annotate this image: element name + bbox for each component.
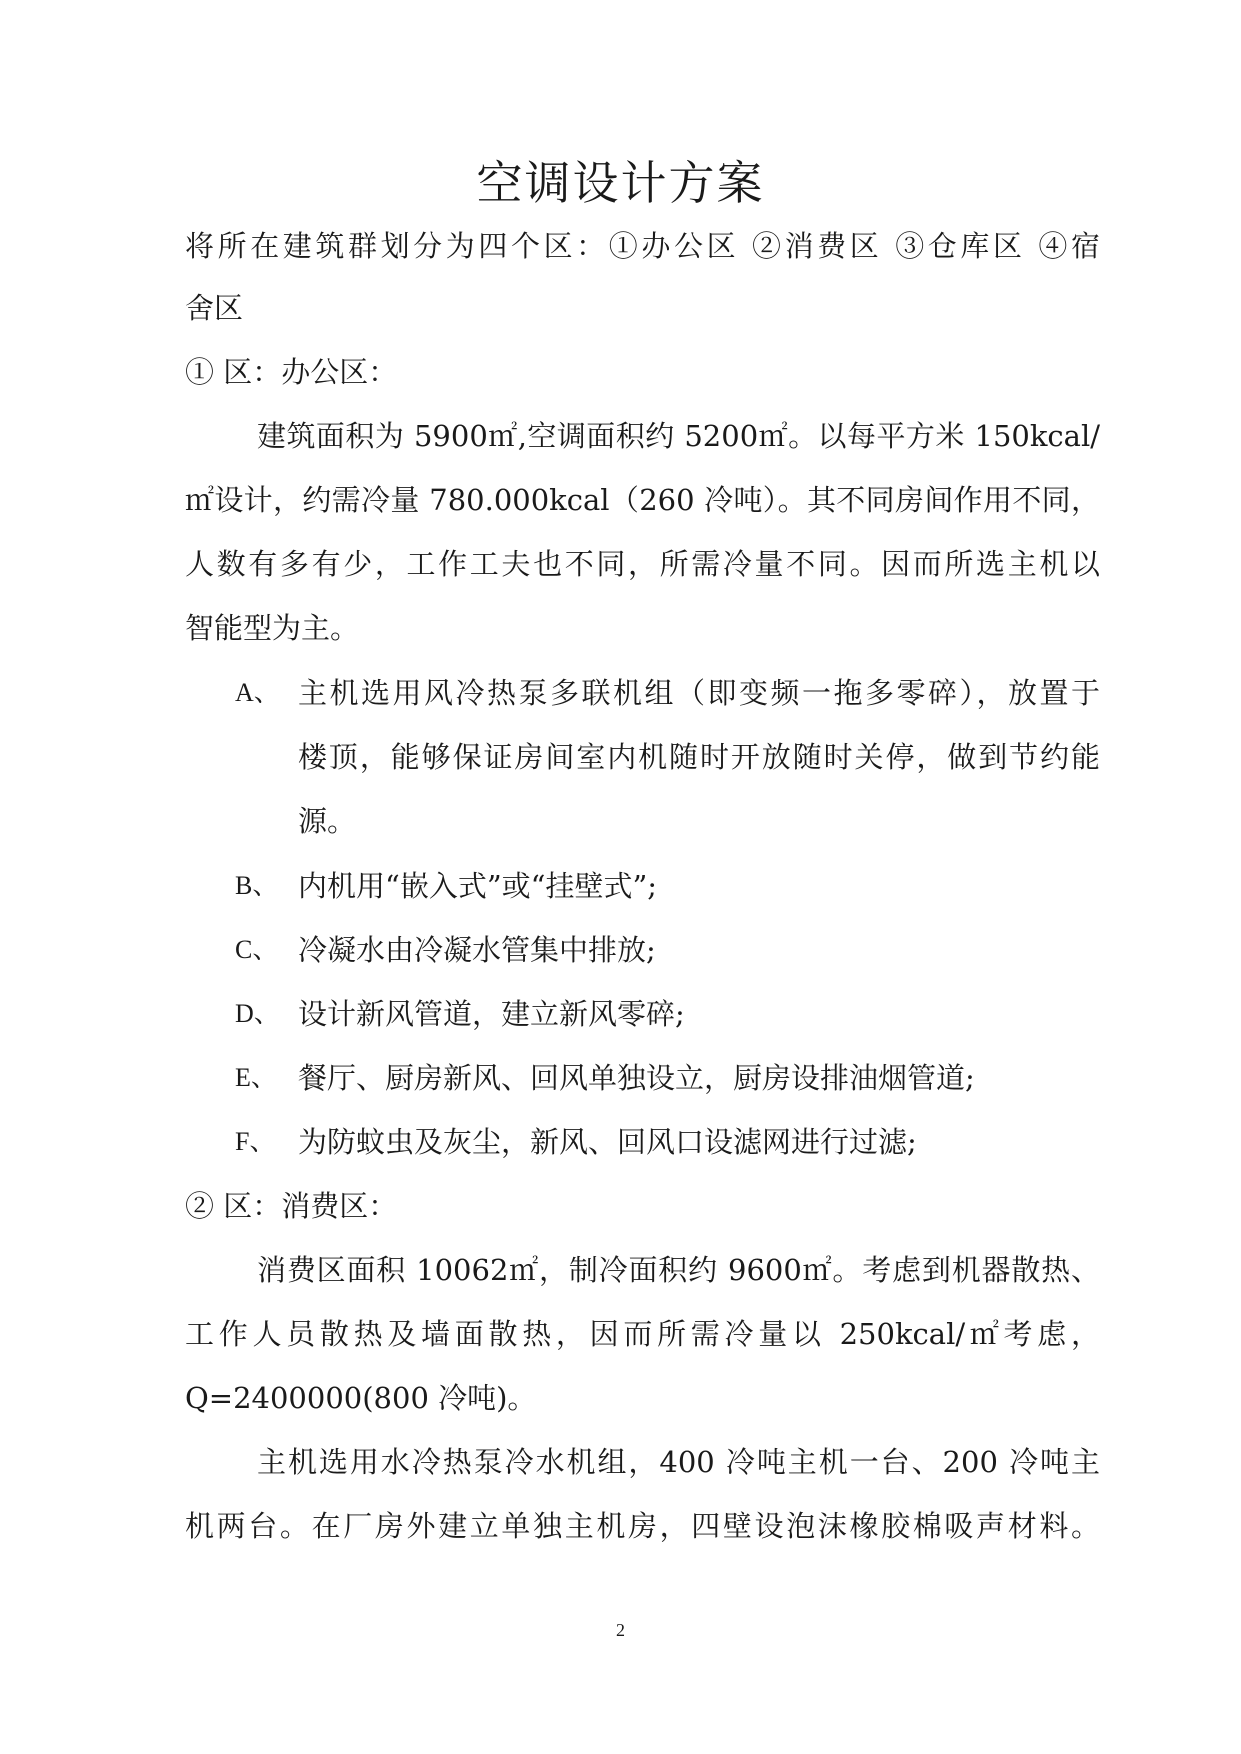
list-item-a-line-2: 楼顶，能够保证房间室内机随时开放随时关停，做到节约能 [298,740,1100,774]
list-item-d-text: 设计新风管道，建立新风零碎; [298,997,685,1031]
zone1-para-line-2: ㎡设计，约需冷量 780.000kcal（260 冷吨）。其不同房间作用不同， [185,483,1100,517]
list-item-e-text: 餐厅、厨房新风、回风单独设立，厨房设排油烟管道; [298,1061,975,1095]
list-item-label-d: D、 [235,999,280,1028]
intro-line-1: 将所在建筑群划分为四个区：①办公区 ②消费区 ③仓库区 ④宿 [185,229,1100,263]
list-item-c-text: 冷凝水由冷凝水管集中排放; [298,933,656,967]
zone1-para-line-4: 智能型为主。 [185,611,360,645]
zone1-para-line-3: 人数有多有少，工作工夫也不同，所需冷量不同。因而所选主机以 [185,547,1100,581]
intro-line-2: 舍区 [185,291,244,325]
list-item-a-line-1: 主机选用风冷热泵多联机组（即变频一拖多零碎），放置于 [298,676,1100,710]
list-item-f-text: 为防蚊虫及灰尘，新风、回风口设滤网进行过滤; [298,1125,917,1159]
list-item-label-e: E、 [235,1063,277,1092]
zone1-heading: ① 区：办公区： [185,355,398,389]
page-number: 2 [616,1620,625,1640]
zone2-para1-line-1: 消费区面积 10062㎡，制冷面积约 9600㎡。考虑到机器散热、 [257,1253,1100,1287]
zone2-para2-line-2: 机两台。在厂房外建立单独主机房，四壁设泡沫橡胶棉吸声材料。 [185,1509,1100,1543]
zone2-para1-line-3: Q=2400000(800 冷吨)。 [185,1381,537,1415]
list-item-label-a: A、 [235,678,280,707]
list-item-label-b: B、 [235,871,279,900]
zone2-heading: ② 区：消费区： [185,1189,398,1223]
zone1-para-line-1: 建筑面积为 5900㎡,空调面积约 5200㎡。以每平方米 150kcal/ [257,419,1100,453]
list-item-label-c: C、 [235,935,279,964]
document-title: 空调设计方案 [476,156,765,210]
list-item-b-text: 内机用“嵌入式”或“挂壁式”; [298,869,658,903]
zone2-para2-line-1: 主机选用水冷热泵冷水机组，400 冷吨主机一台、200 冷吨主 [257,1445,1100,1479]
zone2-para1-line-2: 工作人员散热及墙面散热，因而所需冷量以 250kcal/㎡考虑， [185,1317,1100,1351]
list-item-a-line-3: 源。 [298,804,357,838]
list-item-label-f: F、 [235,1127,276,1156]
